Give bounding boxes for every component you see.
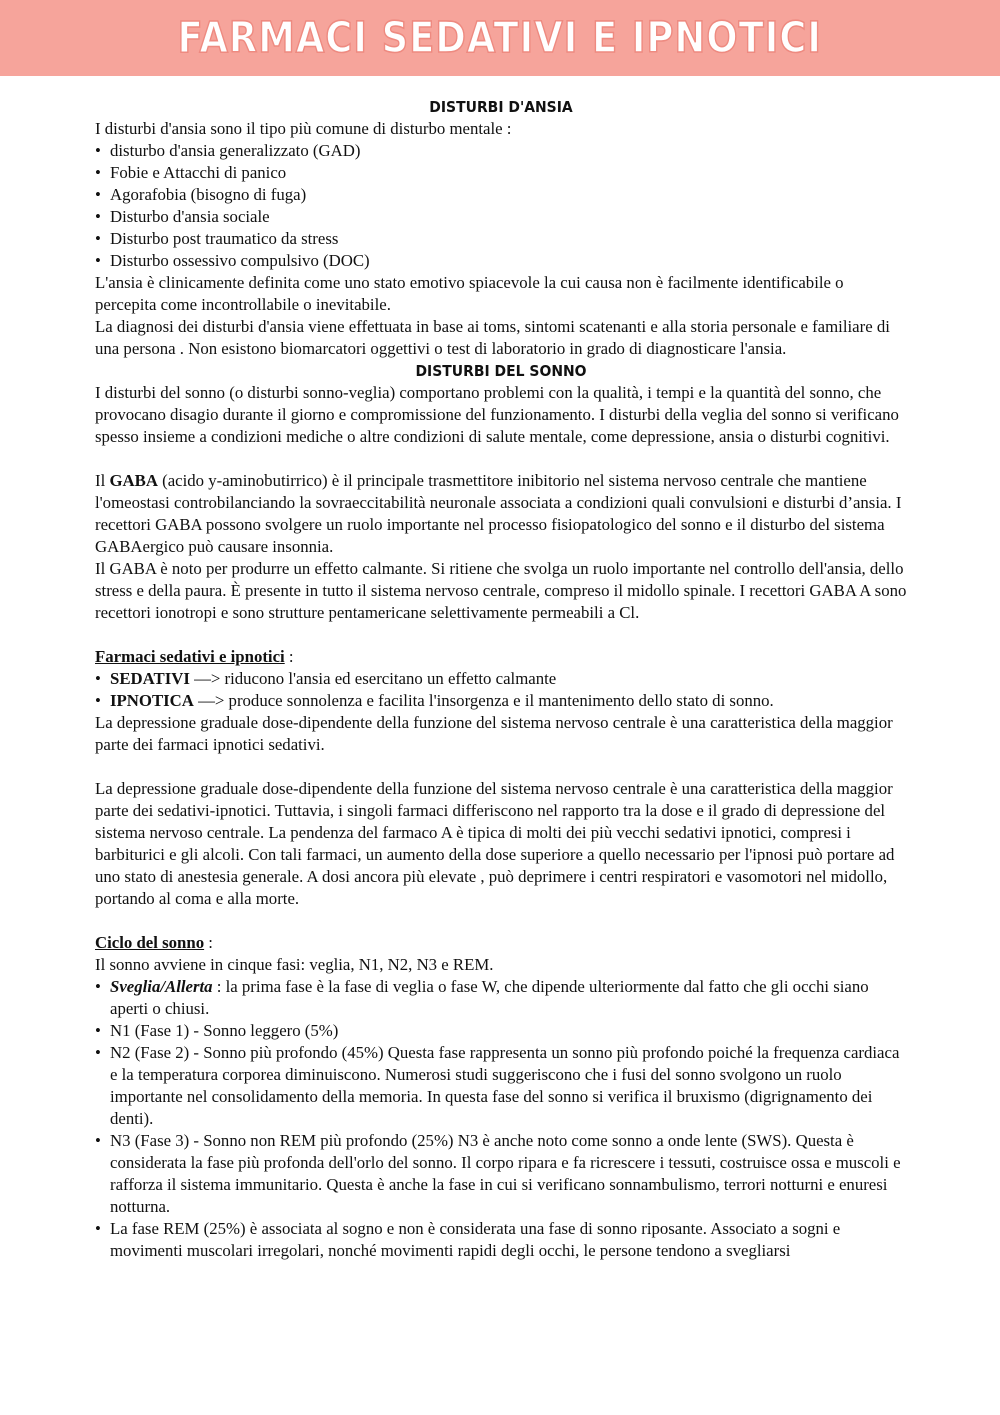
anxiety-definition: L'ansia è clinicamente definita come uno stato emotivo spiacevole la cui causa non è facilmente identificabile o percepita come incontrollabile o inevitabile. — [95, 273, 844, 314]
list-item-text: —> riducono l'ansia ed esercitano un effetto calmante — [189, 669, 557, 688]
list-item: • N3 (Fase 3) - Sonno non REM più profondo (25%) N3 è anche noto come sonno a onde lente (SWS). Questa è considerata la fase più profonda dell'orlo del sonno. Il corpo ripara e fa ricrescere i tessuti, costruisce ossa e muscoli e rafforza il sistema immunitario. Questa è anche la fase in cui si verificano sonnambulismo, terrori notturni e enuresi notturna. — [95, 1130, 907, 1218]
gaba-paragraph — [95, 470, 907, 558]
list-item: • Disturbo ossessivo compulsivo (DOC) — [95, 250, 907, 272]
list-item-term: Sveglia/Allerta — [110, 977, 213, 996]
section-title-anxiety: DISTURBI D'ANSIA — [429, 98, 573, 116]
list-item-term: SEDATIVI — [110, 669, 190, 688]
anxiety-diagnosis: La diagnosi dei disturbi d'ansia viene effettuata in base ai toms, sintomi scatenanti e alla storia personale e familiare di una persona . Non esistono biomarcatori oggettivi o test di laboratorio in grado di diagnosticare l'ansia. — [95, 317, 890, 358]
list-item: • La fase REM (25%) è associata al sogno e non è considerata una fase di sonno riposante. Associato a sogni e movimenti muscolari irregolari, nonché movimenti rapidi degli occhi, le persone tendono a svegliarsi — [95, 1218, 907, 1262]
list-item: • Disturbo post traumatico da stress — [95, 228, 907, 250]
page-title: FARMACI SEDATIVI E IPNOTICI — [177, 13, 823, 63]
spacer — [95, 910, 907, 932]
title-banner — [0, 0, 1000, 76]
sleep-cycle-intro: Il sonno avviene in cinque fasi: veglia, N1, N2, N3 e REM. — [95, 955, 494, 974]
sleep-cycle-heading — [95, 932, 907, 954]
list-item: • Fobie e Attacchi di panico — [95, 162, 907, 184]
list-item: • disturbo d'ansia generalizzato (GAD) — [95, 140, 907, 162]
sedatives-list — [95, 668, 907, 712]
list-item: • Disturbo d'ansia sociale — [95, 206, 907, 228]
list-item — [95, 690, 907, 712]
list-item-text: : la prima fase è la fase di veglia o fase W, che dipende ulteriormente dal fatto che gli occhi siano aperti o chiusi. — [110, 977, 869, 1018]
anxiety-list — [95, 140, 907, 272]
heading-suffix: : — [284, 647, 294, 666]
document-body — [95, 96, 907, 1262]
list-item: • N1 (Fase 1) - Sonno leggero (5%) — [95, 1020, 907, 1042]
sleep-disorders-paragraph: I disturbi del sonno (o disturbi sonno-veglia) comportano problemi con la qualità, i tempi e la quantità del sonno, che provocano disagio durante il giorno e compromissione del funzionamento. I disturbi della veglia del sonno si verificano spesso insieme a condizioni mediche o altre condizioni di salute mentale, come depressione, ansia o disturbi cognitivi. — [95, 383, 899, 446]
heading-suffix: : — [204, 933, 213, 952]
gaba-text: (acido y-aminobutirrico) è il principale trasmettitore inibitorio nel sistema nervoso centrale che mantiene l'omeostasi controbilanciando la sovraeccitabilità neuronale associata a condizioni quali convulsioni e disturbi d’ansia. I recettori GABA possono svolgere un ruolo importante nel processo fisiopatologico del sonno e il disturbo del sistema GABAergico può causare insonnia. — [95, 471, 902, 556]
list-item — [95, 976, 907, 1020]
sedatives-heading-text: Farmaci sedativi e ipnotici — [95, 647, 285, 666]
sedatives-paragraph-1: La depressione graduale dose-dipendente della funzione del sistema nervoso centrale è una caratteristica della maggior parte dei farmaci ipnotici sedativi. — [95, 713, 893, 754]
list-item: • Agorafobia (bisogno di fuga) — [95, 184, 907, 206]
spacer — [95, 624, 907, 646]
gaba-calming-paragraph: Il GABA è noto per produrre un effetto calmante. Si ritiene che svolga un ruolo importante nel controllo dell'ansia, dello stress e della paura. È presente in tutto il sistema nervoso centrale, compreso il midollo spinale. I recettori GABA A sono recettori ionotropi e sono strutture pentamericane selettivamente permeabili a Cl. — [95, 559, 907, 622]
sedatives-heading — [95, 646, 907, 668]
spacer — [95, 448, 907, 470]
gaba-term: GABA — [109, 471, 158, 490]
gaba-prefix: Il — [95, 471, 110, 490]
list-item — [95, 668, 907, 690]
sleep-cycle-heading-text: Ciclo del sonno — [95, 933, 205, 952]
sleep-phases-list — [95, 976, 907, 1262]
section-title-sleep: DISTURBI DEL SONNO — [415, 362, 587, 380]
list-item-term: IPNOTICA — [110, 691, 194, 710]
list-item-text: —> produce sonnolenza e facilita l'insorgenza e il mantenimento dello stato di sonno. — [193, 691, 774, 710]
list-item: • N2 (Fase 2) - Sonno più profondo (45%) Questa fase rappresenta un sonno più profondo poiché la frequenza cardiaca e la temperatura corporea diminuiscono. Numerosi studi suggeriscono che i fusi del sonno svolgono un ruolo importante nel consolidamento della memoria. In questa fase del sonno si verifica il bruxismo (digrignamento dei denti). — [95, 1042, 907, 1130]
spacer — [95, 756, 907, 778]
sedatives-paragraph-2: La depressione graduale dose-dipendente della funzione del sistema nervoso centrale è una caratteristica della maggior parte dei sedativi-ipnotici. Tuttavia, i singoli farmaci differiscono nel rapporto tra la dose e il grado di depressione del sistema nervoso centrale. La pendenza del farmaco A è tipica di molti dei più vecchi sedativi ipnotici, compresi i barbiturici e gli alcoli. Con tali farmaci, un aumento della dose superiore a quello necessario per l'ipnosi può portare ad uno stato di anestesia generale. A dosi ancora più elevate , può deprimere i centri respiratori e vasomotori nel midollo, portando al coma e alla morte. — [95, 779, 895, 908]
anxiety-intro: I disturbi d'ansia sono il tipo più comune di disturbo mentale : — [95, 119, 512, 138]
